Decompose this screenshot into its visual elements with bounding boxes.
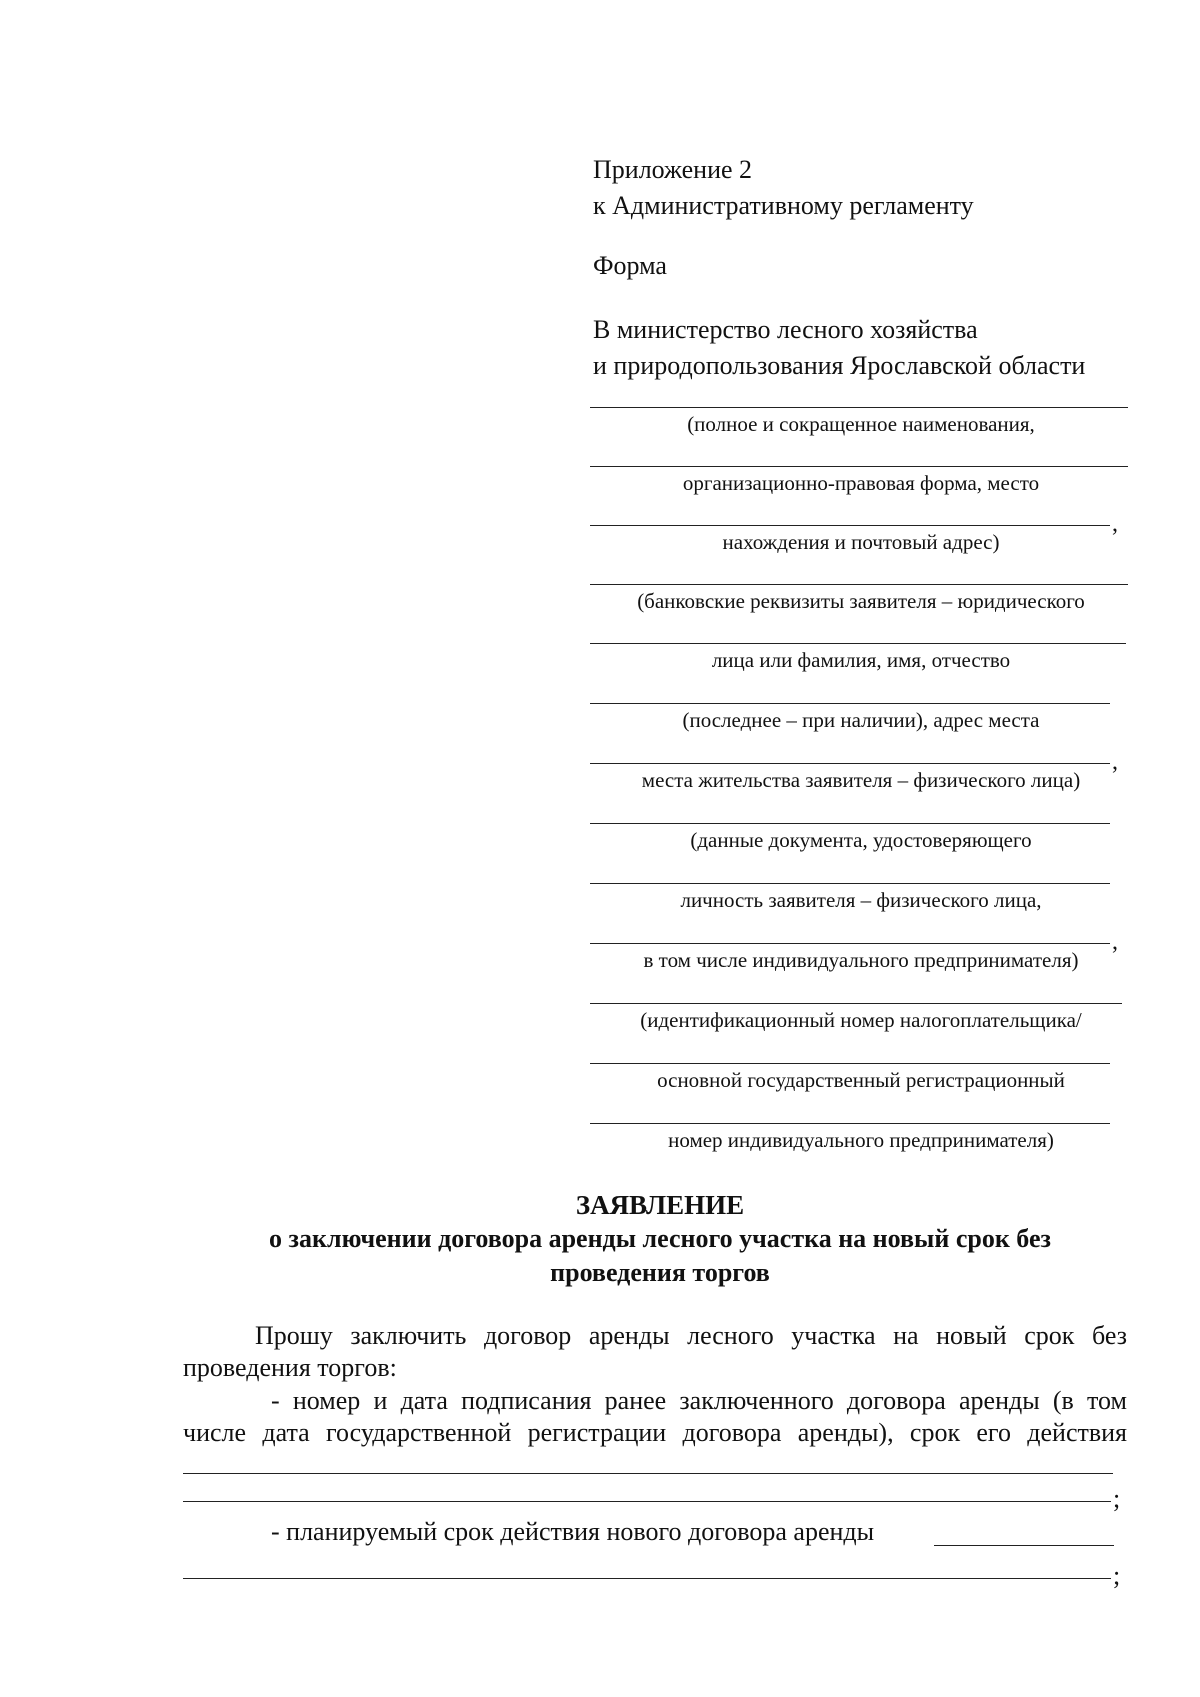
planned-term-line[interactable] [934,1545,1114,1546]
caption-address: нахождения и почтовый адрес) [722,530,1000,554]
addressee-line-1: В министерство лесного хозяйства [593,315,978,344]
applicant-inn-line[interactable] [590,1003,1122,1004]
document-title: ЗАЯВЛЕНИЕ [575,1190,745,1220]
applicant-bank-line[interactable] [590,584,1128,585]
applicant-document-line[interactable] [590,823,1110,824]
addressee-line-2: и природопользования Ярославской области [593,351,1086,380]
applicant-person-line[interactable] [590,643,1126,644]
body-paragraph-2-line-1: - номер и дата подписания ранее заключенного договора аренды (в том [271,1386,1127,1415]
caption-residence: места жительства заявителя – физического лица) [641,768,1081,792]
applicant-entrepreneur-line[interactable] [590,943,1110,944]
caption-patronymic: (последнее – при наличии), адрес места [682,708,1040,732]
caption-ogrn: основной государственный регистрационный [657,1068,1065,1092]
caption-inn: (идентификационный номер налогоплательщика/ [640,1008,1082,1032]
caption-entrepreneur: в том числе индивидуального предпринимателя) [643,948,1079,972]
caption-org-form: организационно-правовая форма, место [682,471,1040,495]
lease-term-line-1[interactable] [183,1473,1113,1474]
annex-label: Приложение 2 [593,155,753,184]
semicolon-mark: ; [1113,1561,1121,1590]
body-paragraph-2-line-2: числе дата государственной регистрации договора аренды), срок его действия [183,1418,1127,1447]
comma-mark: , [1112,929,1118,955]
lease-term-line-2[interactable] [183,1501,1111,1502]
applicant-identity-line[interactable] [590,883,1110,884]
planned-term-line-2[interactable] [183,1578,1111,1579]
caption-person: лица или фамилия, имя, отчество [711,648,1011,672]
comma-mark: , [1112,511,1118,537]
comma-mark: , [1112,749,1118,775]
applicant-residence-line[interactable] [590,763,1110,764]
caption-document: (данные документа, удостоверяющего [690,828,1032,852]
applicant-ogrnip-line[interactable] [590,1123,1110,1124]
caption-name: (полное и сокращенное наименования, [687,412,1035,436]
applicant-patronymic-line[interactable] [590,703,1110,704]
form-label: Форма [593,251,667,280]
caption-identity: личность заявителя – физического лица, [680,888,1042,912]
body-paragraph-1-line-2: проведения торгов: [183,1353,397,1382]
document-subtitle-line-2: проведения торгов [550,1258,770,1287]
applicant-address-line[interactable] [590,525,1110,526]
applicant-org-form-line[interactable] [590,466,1128,467]
reglament-label: к Административному регламенту [593,191,974,220]
applicant-ogrn-line[interactable] [590,1063,1110,1064]
body-paragraph-3-line-1: - планируемый срок действия нового договора аренды [271,1517,875,1546]
applicant-name-line[interactable] [590,407,1128,408]
caption-ogrnip: номер индивидуального предпринимателя) [668,1128,1054,1152]
caption-bank: (банковские реквизиты заявителя – юридического [637,589,1085,613]
body-paragraph-1-line-1: Прошу заключить договор аренды лесного участка на новый срок без [255,1321,1127,1350]
semicolon-mark: ; [1113,1484,1121,1513]
document-subtitle-line-1: о заключении договора аренды лесного участка на новый срок без [269,1224,1051,1253]
